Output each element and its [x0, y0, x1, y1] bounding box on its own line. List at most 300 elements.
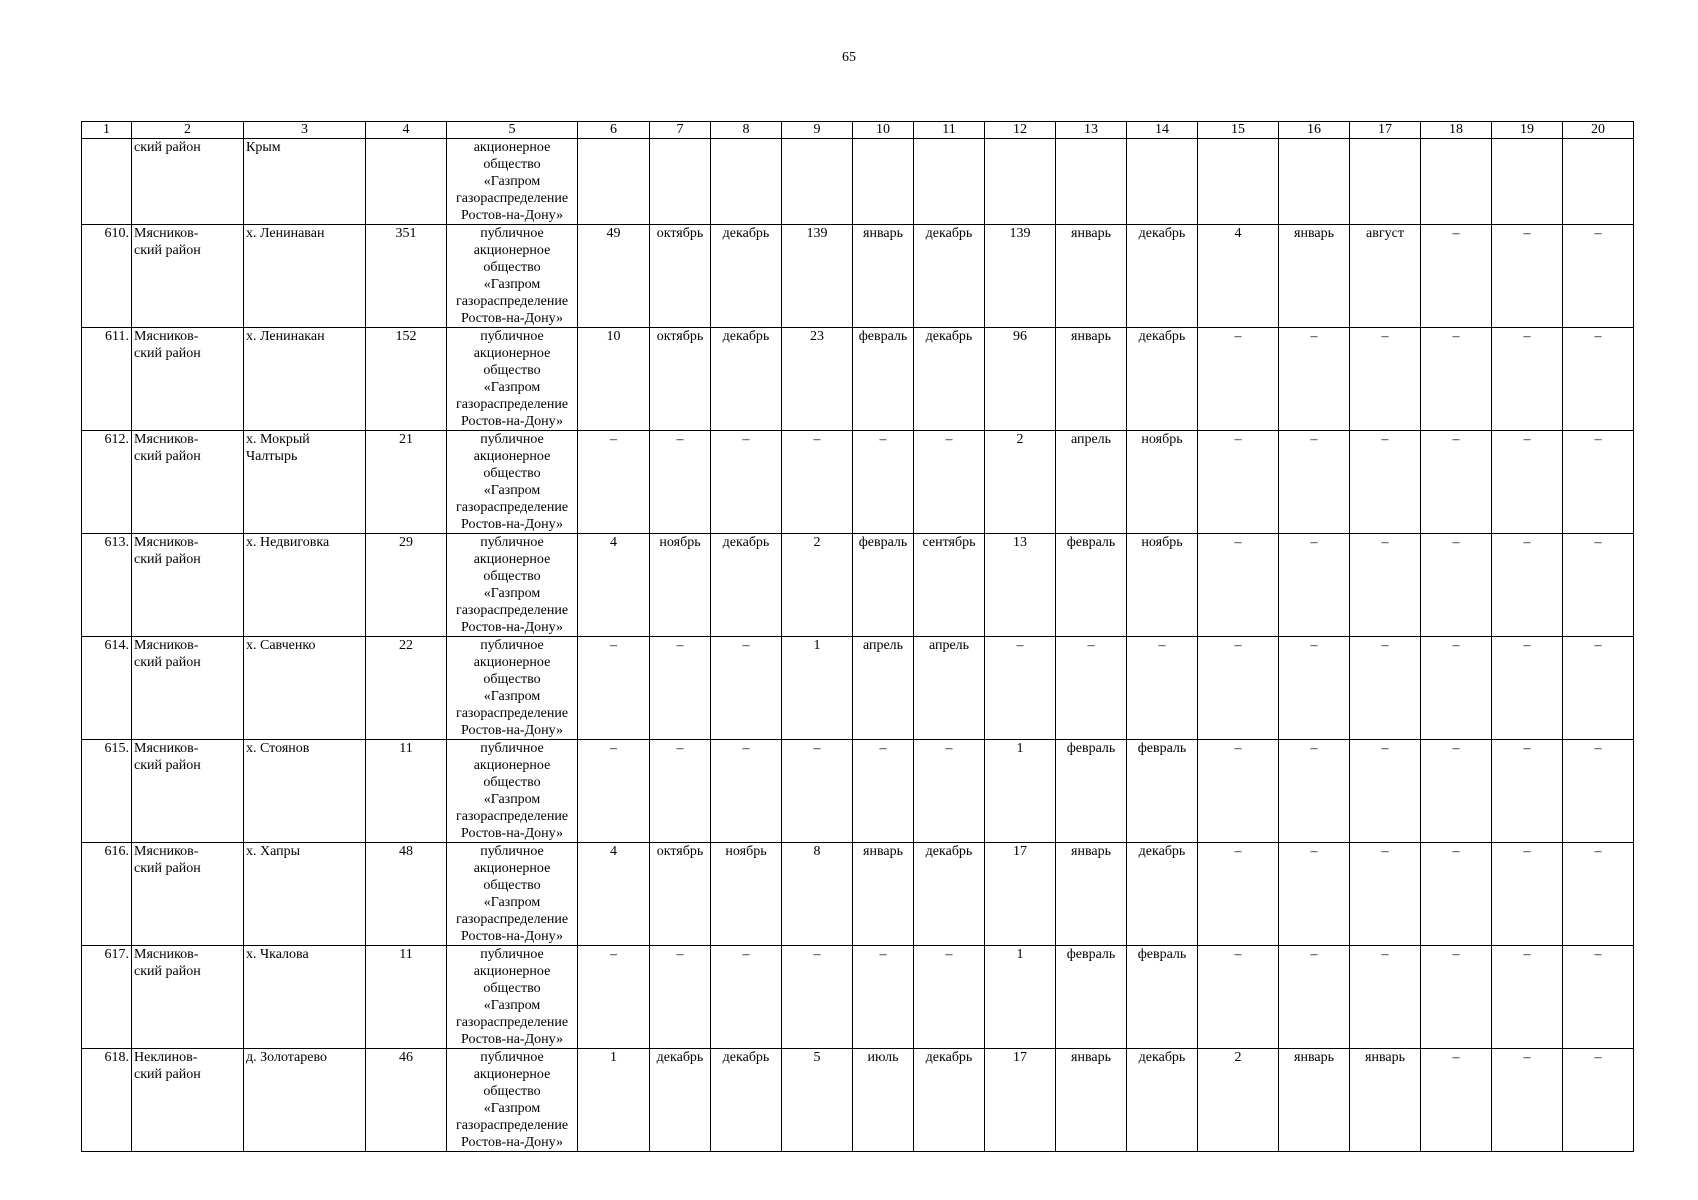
value-cell-col-19: – [1492, 431, 1563, 534]
value-cell-col-7: октябрь [650, 843, 711, 946]
value-cell-col-9: – [782, 946, 853, 1049]
value-cell-col-6: – [578, 637, 650, 740]
count-cell: 29 [366, 534, 447, 637]
value-cell-col-6: 10 [578, 328, 650, 431]
value-cell [1198, 139, 1279, 225]
organization-line: «Газпром [483, 998, 541, 1013]
value-cell [1350, 139, 1421, 225]
value-cell-col-8: декабрь [711, 328, 782, 431]
organization-line: акционерное [473, 1067, 551, 1082]
district-cell [132, 534, 244, 637]
organization-line: газораспределение [455, 500, 569, 515]
value-cell [1563, 139, 1634, 225]
organization-line: акционерное [473, 861, 551, 876]
value-cell-col-13: – [1056, 637, 1127, 740]
value-cell-col-10: июль [853, 1049, 914, 1152]
count-cell: 48 [366, 843, 447, 946]
value-cell-col-6: – [578, 431, 650, 534]
organization-line: публичное [480, 638, 544, 653]
table-row [82, 740, 1634, 843]
organization-line: общество [483, 157, 541, 172]
place-cell [244, 534, 366, 637]
value-cell-col-15: 2 [1198, 1049, 1279, 1152]
value-cell-col-11: – [914, 431, 985, 534]
value-cell-col-9: 5 [782, 1049, 853, 1152]
organization-line: «Газпром [483, 792, 541, 807]
value-cell-col-14: декабрь [1127, 1049, 1198, 1152]
organization-line: Ростов-на-Дону» [461, 208, 563, 223]
value-cell-col-15: 4 [1198, 225, 1279, 328]
value-cell-col-18: – [1421, 1049, 1492, 1152]
organization-line: Ростов-на-Дону» [461, 723, 563, 738]
column-number-20: 20 [1563, 122, 1634, 139]
value-cell-col-8: декабрь [711, 534, 782, 637]
organization-line: Ростов-на-Дону» [461, 311, 563, 326]
value-cell-col-17: – [1350, 843, 1421, 946]
value-cell-col-9: 8 [782, 843, 853, 946]
value-cell-col-6: 49 [578, 225, 650, 328]
district-cell [132, 843, 244, 946]
value-cell-col-10: февраль [853, 534, 914, 637]
value-cell-col-14: февраль [1127, 946, 1198, 1049]
value-cell-col-9: – [782, 740, 853, 843]
value-cell-col-16: январь [1279, 225, 1350, 328]
district-cell [132, 740, 244, 843]
value-cell-col-7: октябрь [650, 225, 711, 328]
value-cell-col-10: – [853, 431, 914, 534]
district-line: Мясников- [134, 741, 199, 756]
district-line: ский район [134, 243, 201, 258]
value-cell-col-15: – [1198, 431, 1279, 534]
organization-line: акционерное [473, 140, 551, 155]
value-cell-col-20: – [1563, 637, 1634, 740]
value-cell-col-7: ноябрь [650, 534, 711, 637]
value-cell-col-9: 1 [782, 637, 853, 740]
value-cell [1127, 139, 1198, 225]
organization-line: акционерное [473, 449, 551, 464]
organization-line: Ростов-на-Дону» [461, 414, 563, 429]
place-line: Чалтырь [246, 449, 298, 464]
count-cell [366, 139, 447, 225]
value-cell-col-14: декабрь [1127, 843, 1198, 946]
table-row [82, 946, 1634, 1049]
value-cell-col-15: – [1198, 328, 1279, 431]
value-cell-col-13: февраль [1056, 534, 1127, 637]
organization-cell [447, 1049, 578, 1152]
organization-line: общество [483, 260, 541, 275]
district-cell [132, 328, 244, 431]
value-cell-col-13: январь [1056, 328, 1127, 431]
value-cell-col-13: февраль [1056, 740, 1127, 843]
value-cell-col-11: сентябрь [914, 534, 985, 637]
value-cell-col-16: – [1279, 843, 1350, 946]
organization-line: общество [483, 775, 541, 790]
value-cell-col-12: 1 [985, 946, 1056, 1049]
organization-cell [447, 534, 578, 637]
district-line: Неклинов- [134, 1050, 198, 1065]
value-cell-col-16: – [1279, 946, 1350, 1049]
organization-line: акционерное [473, 758, 551, 773]
place-line: х. Стоянов [246, 741, 310, 756]
district-line: ский район [134, 758, 201, 773]
column-number-2: 2 [132, 122, 244, 139]
value-cell-col-18: – [1421, 946, 1492, 1049]
value-cell-col-12: 139 [985, 225, 1056, 328]
value-cell-col-16: – [1279, 534, 1350, 637]
column-number-3: 3 [244, 122, 366, 139]
place-cell [244, 637, 366, 740]
value-cell-col-12: – [985, 637, 1056, 740]
organization-line: публичное [480, 432, 544, 447]
district-cell [132, 431, 244, 534]
value-cell-col-14: декабрь [1127, 328, 1198, 431]
value-cell-col-20: – [1563, 1049, 1634, 1152]
organization-line: Ростов-на-Дону» [461, 826, 563, 841]
value-cell-col-8: декабрь [711, 1049, 782, 1152]
organization-line: общество [483, 878, 541, 893]
value-cell-col-8: декабрь [711, 225, 782, 328]
organization-line: Ростов-на-Дону» [461, 1032, 563, 1047]
organization-line: «Газпром [483, 380, 541, 395]
organization-line: акционерное [473, 964, 551, 979]
row-number: 616. [82, 843, 132, 946]
value-cell-col-16: – [1279, 431, 1350, 534]
value-cell-col-6: – [578, 740, 650, 843]
organization-line: акционерное [473, 552, 551, 567]
place-line: д. Золотарево [246, 1050, 327, 1065]
value-cell-col-13: февраль [1056, 946, 1127, 1049]
value-cell-col-15: – [1198, 740, 1279, 843]
organization-line: «Газпром [483, 689, 541, 704]
value-cell-col-18: – [1421, 740, 1492, 843]
district-line: ский район [134, 346, 201, 361]
organization-line: общество [483, 466, 541, 481]
value-cell-col-6: – [578, 946, 650, 1049]
place-cell [244, 740, 366, 843]
value-cell-col-11: декабрь [914, 1049, 985, 1152]
district-line: Мясников- [134, 226, 199, 241]
place-line: х. Недвиговка [246, 535, 330, 550]
place-line: х. Хапры [246, 844, 301, 859]
organization-line: Ростов-на-Дону» [461, 929, 563, 944]
place-cell [244, 328, 366, 431]
value-cell-col-20: – [1563, 431, 1634, 534]
district-line: Мясников- [134, 947, 199, 962]
place-line: х. Мокрый [246, 432, 310, 447]
organization-line: Ростов-на-Дону» [461, 620, 563, 635]
value-cell-col-11: декабрь [914, 843, 985, 946]
value-cell [1492, 139, 1563, 225]
district-line: ский район [134, 655, 201, 670]
district-line: ский район [134, 1067, 201, 1082]
organization-line: Ростов-на-Дону» [461, 1135, 563, 1150]
place-line: х. Чкалова [246, 947, 309, 962]
value-cell-col-18: – [1421, 534, 1492, 637]
place-line: х. Ленинаван [246, 226, 325, 241]
value-cell-col-20: – [1563, 740, 1634, 843]
row-number: 615. [82, 740, 132, 843]
value-cell-col-10: январь [853, 225, 914, 328]
table-row [82, 225, 1634, 328]
value-cell-col-17: – [1350, 946, 1421, 1049]
value-cell-col-15: – [1198, 843, 1279, 946]
place-cell [244, 225, 366, 328]
value-cell-col-12: 13 [985, 534, 1056, 637]
value-cell-col-10: – [853, 740, 914, 843]
value-cell-col-13: январь [1056, 225, 1127, 328]
organization-line: публичное [480, 535, 544, 550]
value-cell-col-18: – [1421, 328, 1492, 431]
count-cell: 46 [366, 1049, 447, 1152]
value-cell [1279, 139, 1350, 225]
value-cell-col-19: – [1492, 534, 1563, 637]
organization-cell [447, 637, 578, 740]
organization-line: «Газпром [483, 895, 541, 910]
value-cell [711, 139, 782, 225]
organization-line: публичное [480, 329, 544, 344]
value-cell-col-7: – [650, 946, 711, 1049]
value-cell-col-8: ноябрь [711, 843, 782, 946]
value-cell [1056, 139, 1127, 225]
value-cell-col-6: 4 [578, 843, 650, 946]
value-cell-col-19: – [1492, 637, 1563, 740]
value-cell-col-17: – [1350, 740, 1421, 843]
organization-line: общество [483, 981, 541, 996]
value-cell-col-6: 1 [578, 1049, 650, 1152]
row-number: 611. [82, 328, 132, 431]
value-cell [985, 139, 1056, 225]
organization-line: «Газпром [483, 1101, 541, 1116]
value-cell-col-14: декабрь [1127, 225, 1198, 328]
organization-line: «Газпром [483, 483, 541, 498]
place-cell [244, 946, 366, 1049]
organization-cell [447, 843, 578, 946]
value-cell-col-11: декабрь [914, 225, 985, 328]
value-cell-col-10: январь [853, 843, 914, 946]
district-cell [132, 946, 244, 1049]
value-cell-col-17: – [1350, 431, 1421, 534]
district-line: ский район [134, 964, 201, 979]
value-cell-col-10: апрель [853, 637, 914, 740]
place-line: х. Ленинакан [246, 329, 325, 344]
row-number: 613. [82, 534, 132, 637]
organization-line: публичное [480, 844, 544, 859]
organization-line: публичное [480, 1050, 544, 1065]
organization-line: газораспределение [455, 912, 569, 927]
value-cell-col-6: 4 [578, 534, 650, 637]
organization-cell [447, 946, 578, 1049]
value-cell-col-16: – [1279, 637, 1350, 740]
organization-cell [447, 328, 578, 431]
value-cell-col-20: – [1563, 534, 1634, 637]
column-number-14: 14 [1127, 122, 1198, 139]
value-cell-col-19: – [1492, 946, 1563, 1049]
value-cell-col-12: 96 [985, 328, 1056, 431]
organization-line: газораспределение [455, 706, 569, 721]
value-cell-col-9: 139 [782, 225, 853, 328]
value-cell [914, 139, 985, 225]
column-number-19: 19 [1492, 122, 1563, 139]
organization-line: общество [483, 569, 541, 584]
row-number: 618. [82, 1049, 132, 1152]
value-cell-col-10: – [853, 946, 914, 1049]
value-cell-col-19: – [1492, 843, 1563, 946]
value-cell-col-17: август [1350, 225, 1421, 328]
organization-cell [447, 740, 578, 843]
value-cell-col-17: январь [1350, 1049, 1421, 1152]
column-number-15: 15 [1198, 122, 1279, 139]
column-number-6: 6 [578, 122, 650, 139]
value-cell-col-12: 1 [985, 740, 1056, 843]
count-cell: 351 [366, 225, 447, 328]
value-cell-col-9: – [782, 431, 853, 534]
organization-line: публичное [480, 947, 544, 962]
value-cell-col-20: – [1563, 225, 1634, 328]
organization-cell [447, 139, 578, 225]
table-row [82, 431, 1634, 534]
place-cell [244, 1049, 366, 1152]
district-cell [132, 1049, 244, 1152]
district-line: Мясников- [134, 432, 199, 447]
value-cell-col-11: – [914, 946, 985, 1049]
value-cell-col-19: – [1492, 1049, 1563, 1152]
column-number-1: 1 [82, 122, 132, 139]
organization-line: газораспределение [455, 397, 569, 412]
value-cell-col-9: 2 [782, 534, 853, 637]
column-number-5: 5 [447, 122, 578, 139]
row-number: 614. [82, 637, 132, 740]
column-number-18: 18 [1421, 122, 1492, 139]
organization-line: «Газпром [483, 277, 541, 292]
column-number-row [82, 122, 1634, 139]
district-line: ский район [134, 449, 201, 464]
district-cell: ский район [132, 139, 244, 225]
value-cell-col-8: – [711, 740, 782, 843]
organization-line: общество [483, 672, 541, 687]
column-number-9: 9 [782, 122, 853, 139]
value-cell-col-16: – [1279, 740, 1350, 843]
value-cell-col-12: 17 [985, 1049, 1056, 1152]
place-cell: Крым [244, 139, 366, 225]
count-cell: 11 [366, 946, 447, 1049]
organization-line: публичное [480, 226, 544, 241]
value-cell-col-18: – [1421, 637, 1492, 740]
value-cell [578, 139, 650, 225]
organization-line: газораспределение [455, 1015, 569, 1030]
organization-line: общество [483, 363, 541, 378]
row-number [82, 139, 132, 225]
value-cell-col-18: – [1421, 225, 1492, 328]
district-line: Мясников- [134, 535, 199, 550]
value-cell-col-16: январь [1279, 1049, 1350, 1152]
table-row [82, 637, 1634, 740]
data-table [81, 121, 1634, 1152]
value-cell-col-7: – [650, 740, 711, 843]
place-cell [244, 843, 366, 946]
organization-line: газораспределение [455, 809, 569, 824]
table-body [82, 122, 1634, 1152]
column-number-7: 7 [650, 122, 711, 139]
row-number: 610. [82, 225, 132, 328]
value-cell-col-7: – [650, 637, 711, 740]
value-cell-col-11: – [914, 740, 985, 843]
value-cell-col-12: 17 [985, 843, 1056, 946]
value-cell [1421, 139, 1492, 225]
place-line: х. Савченко [246, 638, 316, 653]
district-line: Мясников- [134, 638, 199, 653]
district-cell [132, 225, 244, 328]
organization-line: газораспределение [455, 294, 569, 309]
count-cell: 22 [366, 637, 447, 740]
organization-line: акционерное [473, 655, 551, 670]
district-line: ский район [134, 861, 201, 876]
organization-line: публичное [480, 741, 544, 756]
value-cell [782, 139, 853, 225]
organization-line: общество [483, 1084, 541, 1099]
organization-line: акционерное [473, 346, 551, 361]
place-cell [244, 431, 366, 534]
value-cell [853, 139, 914, 225]
value-cell-col-13: апрель [1056, 431, 1127, 534]
value-cell-col-7: – [650, 431, 711, 534]
row-number: 612. [82, 431, 132, 534]
table-row [82, 1049, 1634, 1152]
value-cell-col-14: ноябрь [1127, 431, 1198, 534]
column-number-4: 4 [366, 122, 447, 139]
value-cell-col-18: – [1421, 843, 1492, 946]
organization-cell [447, 431, 578, 534]
value-cell-col-20: – [1563, 843, 1634, 946]
value-cell-col-17: – [1350, 637, 1421, 740]
value-cell-col-12: 2 [985, 431, 1056, 534]
value-cell-col-10: февраль [853, 328, 914, 431]
value-cell-col-16: – [1279, 328, 1350, 431]
organization-cell [447, 225, 578, 328]
count-cell: 152 [366, 328, 447, 431]
organization-line: «Газпром [483, 586, 541, 601]
value-cell-col-7: декабрь [650, 1049, 711, 1152]
table-row-continued [82, 139, 1634, 225]
value-cell-col-15: – [1198, 946, 1279, 1049]
value-cell-col-9: 23 [782, 328, 853, 431]
value-cell-col-8: – [711, 637, 782, 740]
value-cell-col-19: – [1492, 328, 1563, 431]
column-number-8: 8 [711, 122, 782, 139]
district-line: ский район [134, 552, 201, 567]
district-cell [132, 637, 244, 740]
count-cell: 11 [366, 740, 447, 843]
value-cell-col-19: – [1492, 740, 1563, 843]
organization-line: «Газпром [483, 174, 541, 189]
organization-line: Ростов-на-Дону» [461, 517, 563, 532]
value-cell-col-7: октябрь [650, 328, 711, 431]
value-cell [650, 139, 711, 225]
organization-line: газораспределение [455, 603, 569, 618]
table-row [82, 328, 1634, 431]
column-number-11: 11 [914, 122, 985, 139]
value-cell-col-13: январь [1056, 843, 1127, 946]
value-cell-col-15: – [1198, 637, 1279, 740]
value-cell-col-14: – [1127, 637, 1198, 740]
column-number-13: 13 [1056, 122, 1127, 139]
organization-line: акционерное [473, 243, 551, 258]
value-cell-col-17: – [1350, 328, 1421, 431]
row-number: 617. [82, 946, 132, 1049]
value-cell-col-20: – [1563, 946, 1634, 1049]
table-row [82, 534, 1634, 637]
value-cell-col-8: – [711, 431, 782, 534]
table-row [82, 843, 1634, 946]
